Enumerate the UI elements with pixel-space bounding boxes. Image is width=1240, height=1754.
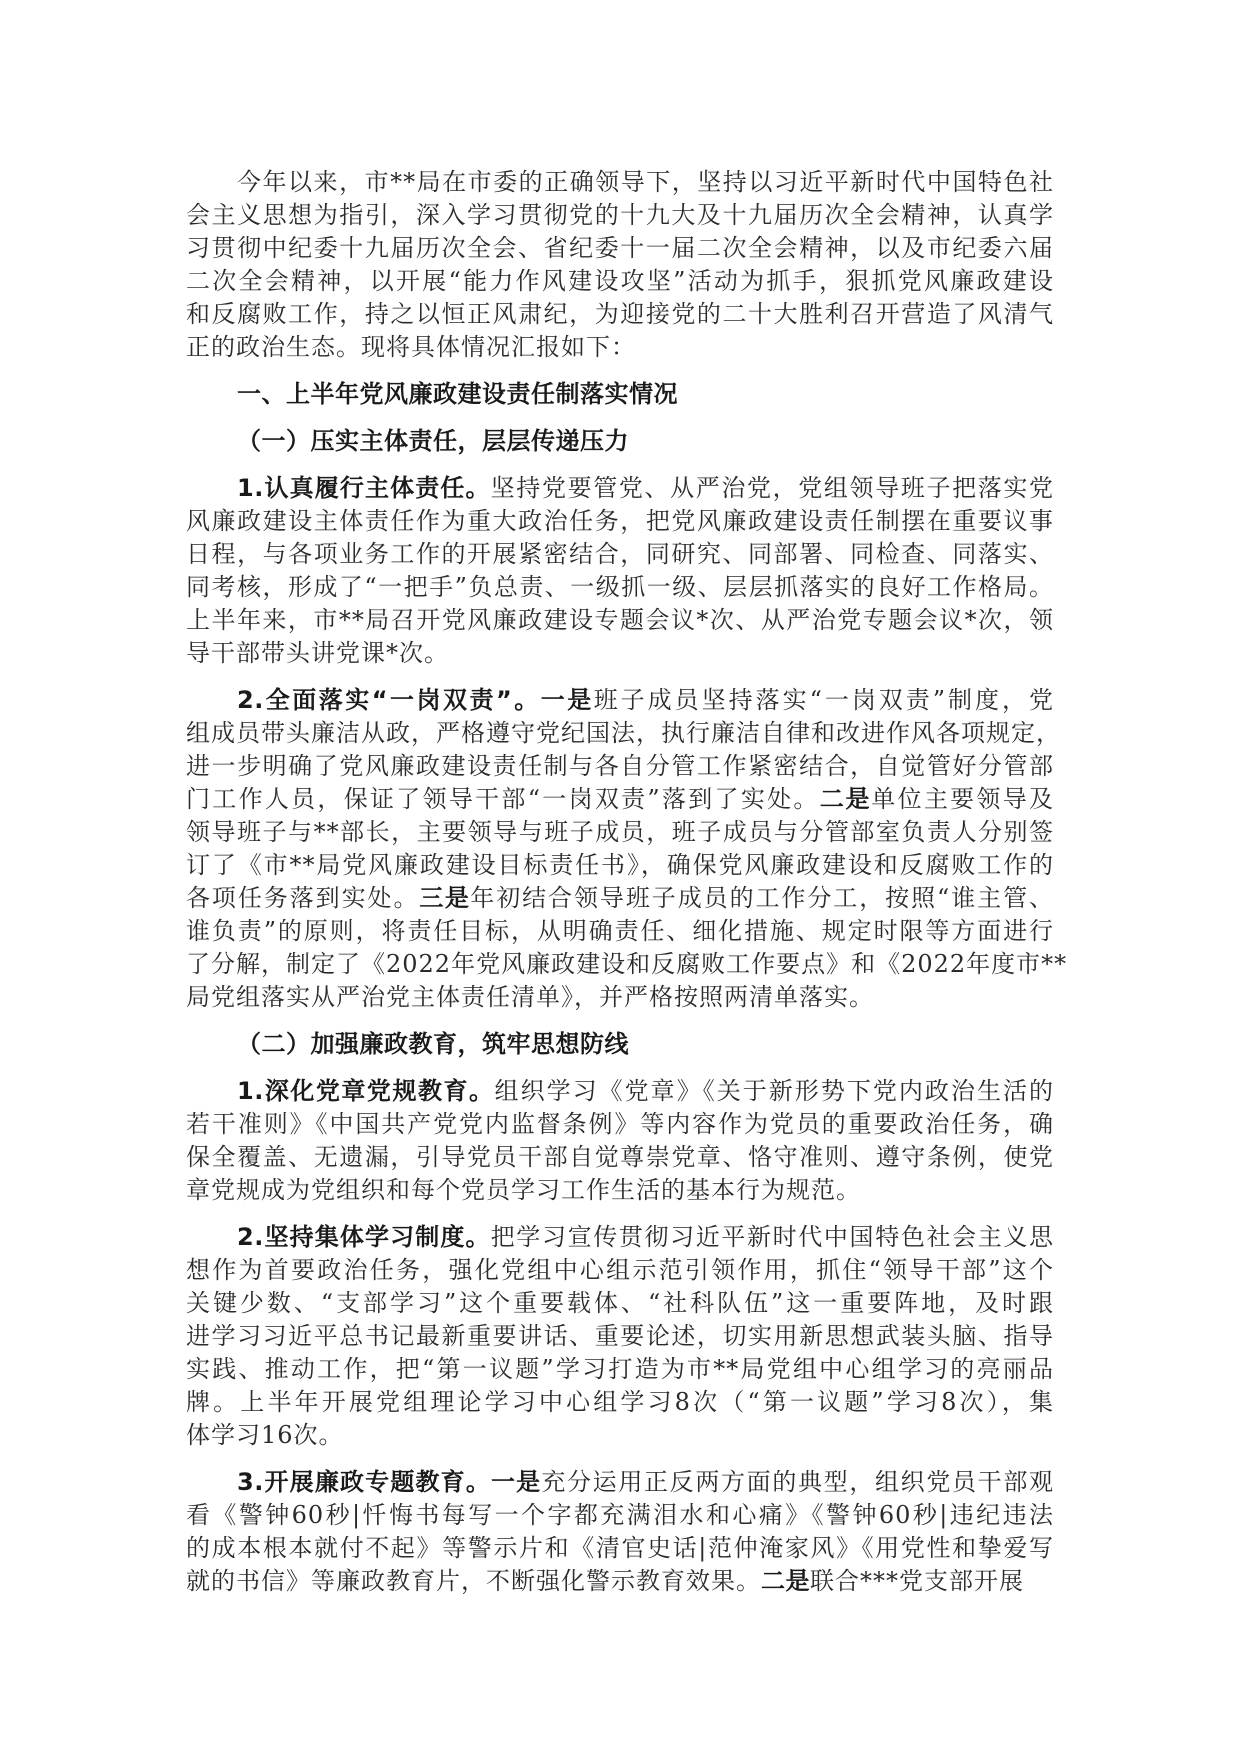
text-line <box>186 298 1054 331</box>
bold-lead-text: 二是 <box>819 785 872 813</box>
body-text: 导干部带头讲党课*次。 <box>186 639 449 667</box>
bold-lead-text: 1.认真履行主体责任。 <box>237 474 491 502</box>
bold-lead-text: （二）加强廉政教育，筑牢思想防线 <box>237 1030 629 1058</box>
body-text: 章党规成为党组织和每个党员学习工作生活的基本行为规范。 <box>186 1176 861 1204</box>
body-text: 想作为首要政治任务，强化党组中心组示范引领作用，抓住“领导干部”这个 <box>186 1256 1054 1284</box>
body-text: 联合***党支部开展 <box>810 1567 1024 1595</box>
body-text: 实践、推动工作，把“第一议题”学习打造为市**局党组中心组学习的亮丽品 <box>186 1355 1054 1383</box>
body-text: 各项任务落到实处。 <box>186 884 420 912</box>
bold-lead-text: （一）压实主体责任，层层传递压力 <box>237 427 629 455</box>
body-paragraph <box>186 472 1054 670</box>
text-line <box>186 684 1054 717</box>
text-line <box>186 378 1054 411</box>
section-heading <box>186 425 1054 458</box>
bold-lead-text: 二是 <box>761 1567 810 1595</box>
body-text: 进一步明确了党风廉政建设责任制与各自分管工作紧密结合，自觉管好分管部 <box>186 752 1054 780</box>
body-text: 保全覆盖、无遗漏，引导党员干部自觉尊崇党章、恪守准则、遵守条例，使党 <box>186 1143 1054 1171</box>
text-line <box>186 604 1054 637</box>
body-text: 风廉政建设主体责任作为重大政治任务，把党风廉政建设责任制摆在重要议事 <box>186 507 1054 535</box>
bold-lead-text: 3.开展廉政专题教育。 <box>237 1468 491 1496</box>
text-line <box>186 538 1054 571</box>
text-line <box>186 849 1054 882</box>
body-text: 组织学习《党章》《关于新形势下党内政治生活的 <box>494 1077 1055 1105</box>
bold-lead-text: 一是 <box>490 1468 542 1496</box>
bold-lead-text: 1.深化党章党规教育。 <box>237 1077 495 1105</box>
body-paragraph <box>186 1466 1054 1598</box>
text-line <box>186 981 1054 1014</box>
text-line <box>186 1174 1054 1207</box>
body-text: 局党组落实从严治党主体责任清单》，并严格按照两清单落实。 <box>186 983 874 1011</box>
text-line <box>186 1499 1054 1532</box>
text-line <box>186 1386 1054 1419</box>
bold-lead-text: 2.坚持集体学习制度。 <box>237 1223 491 1251</box>
body-text: 班子成员坚持落实“一岗双责”制度，党 <box>593 686 1054 714</box>
bold-lead-text: 一是 <box>540 686 594 714</box>
body-text: 习贯彻中纪委十九届历次全会、省纪委十一届二次全会精神，以及市纪委六届 <box>186 234 1054 262</box>
body-paragraph <box>186 1221 1054 1452</box>
text-line <box>186 1419 1054 1452</box>
text-line <box>186 816 1054 849</box>
body-text: 和反腐败工作，持之以恒正风肃纪，为迎接党的二十大胜利召开营造了风清气 <box>186 300 1054 328</box>
text-line <box>186 265 1054 298</box>
body-paragraph <box>186 684 1068 1014</box>
text-line <box>186 637 1054 670</box>
body-text: 谁负责”的原则，将责任目标，从明确责任、细化措施、规定时限等方面进行 <box>186 917 1054 945</box>
section-heading <box>186 1028 1054 1061</box>
text-line <box>186 1141 1054 1174</box>
body-text: 充分运用正反两方面的典型，组织党员干部观 <box>541 1468 1054 1496</box>
body-text: 门工作人员，保证了领导干部“一岗双责”落到了实处。 <box>186 785 820 813</box>
text-line <box>186 505 1054 538</box>
text-line <box>186 199 1054 232</box>
text-line <box>186 166 1054 199</box>
text-line <box>186 425 1054 458</box>
body-text: 若干准则》《中国共产党党内监督条例》等内容作为党员的重要政治任务，确 <box>186 1110 1054 1138</box>
body-paragraph <box>186 1075 1054 1207</box>
text-line <box>186 915 1054 948</box>
body-text: 坚持党要管党、从严治党，党组领导班子把落实党 <box>490 474 1054 502</box>
body-text: 会主义思想为指引，深入学习贯彻党的十九大及十九届历次全会精神，认真学 <box>186 201 1054 229</box>
text-line <box>186 1108 1054 1141</box>
body-text: 年初结合领导班子成员的工作分工，按照“谁主管、 <box>470 884 1055 912</box>
body-text: 组成员带头廉洁从政，严格遵守党纪国法，执行廉洁自律和改进作风各项规定， <box>186 719 1061 747</box>
text-line <box>186 1254 1054 1287</box>
body-text: 上半年来，市**局召开党风廉政建设专题会议*次、从严治党专题会议*次，领 <box>186 606 1054 634</box>
text-line <box>186 783 1054 816</box>
text-line <box>186 1466 1054 1499</box>
body-text: 正的政治生态。现将具体情况汇报如下： <box>186 333 636 361</box>
body-text: 今年以来，市**局在市委的正确领导下，坚持以习近平新时代中国特色社 <box>237 168 1054 196</box>
text-line <box>186 750 1054 783</box>
text-line <box>186 472 1054 505</box>
body-text: 就的书信》等廉政教育片，不断强化警示教育效果。 <box>186 1567 761 1595</box>
section-heading <box>186 378 1054 411</box>
body-text: 把学习宣传贯彻习近平新时代中国特色社会主义思 <box>490 1223 1054 1251</box>
text-line <box>186 1287 1054 1320</box>
body-text: 体学习16次。 <box>186 1421 344 1449</box>
text-line <box>186 717 1061 750</box>
bold-lead-text: 三是 <box>419 884 471 912</box>
text-line <box>186 331 1054 364</box>
body-text: 了分解，制定了《2022年党风廉政建设和反腐败工作要点》和《2022年度市** <box>186 950 1068 978</box>
bold-lead-text: 2.全面落实“一岗双责”。 <box>237 686 541 714</box>
text-line <box>186 232 1054 265</box>
body-text: 日程，与各项业务工作的开展紧密结合，同研究、同部署、同检查、同落实、 <box>186 540 1054 568</box>
text-line <box>186 1028 1054 1061</box>
bold-lead-text: 一、上半年党风廉政建设责任制落实情况 <box>237 380 678 408</box>
text-line <box>186 1353 1054 1386</box>
text-line <box>186 571 1054 604</box>
body-text: 的成本根本就付不起》等警示片和《清官史话|范仲淹家风》《用党性和挚爱写 <box>186 1534 1054 1562</box>
body-text: 同考核，形成了“一把手”负总责、一级抓一级、层层抓落实的良好工作格局。 <box>186 573 1054 601</box>
body-text: 订了《市**局党风廉政建设目标责任书》，确保党风廉政建设和反腐败工作的 <box>186 851 1054 879</box>
text-line <box>186 1532 1054 1565</box>
document-page <box>186 166 1068 1612</box>
body-text: 看《警钟60秒|忏悔书每写一个字都充满泪水和心痛》《警钟60秒|违纪违法 <box>186 1501 1054 1529</box>
body-text: 进学习习近平总书记最新重要讲话、重要论述，切实用新思想武装头脑、指导 <box>186 1322 1054 1350</box>
text-line <box>186 1565 1054 1598</box>
body-text: 关键少数、“支部学习”这个重要载体、“社科队伍”这一重要阵地，及时跟 <box>186 1289 1054 1317</box>
text-line <box>186 882 1054 915</box>
body-text: 牌。上半年开展党组理论学习中心组学习8次（“第一议题”学习8次），集 <box>186 1388 1054 1416</box>
text-line <box>186 1320 1054 1353</box>
body-text: 二次全会精神，以开展“能力作风建设攻坚”活动为抓手，狠抓党风廉政建设 <box>186 267 1054 295</box>
body-paragraph <box>186 166 1054 364</box>
text-line <box>186 948 1068 981</box>
body-text: 领导班子与**部长，主要领导与班子成员，班子成员与分管部室负责人分别签 <box>186 818 1054 846</box>
text-line <box>186 1075 1054 1108</box>
body-text: 单位主要领导及 <box>871 785 1054 813</box>
text-line <box>186 1221 1054 1254</box>
